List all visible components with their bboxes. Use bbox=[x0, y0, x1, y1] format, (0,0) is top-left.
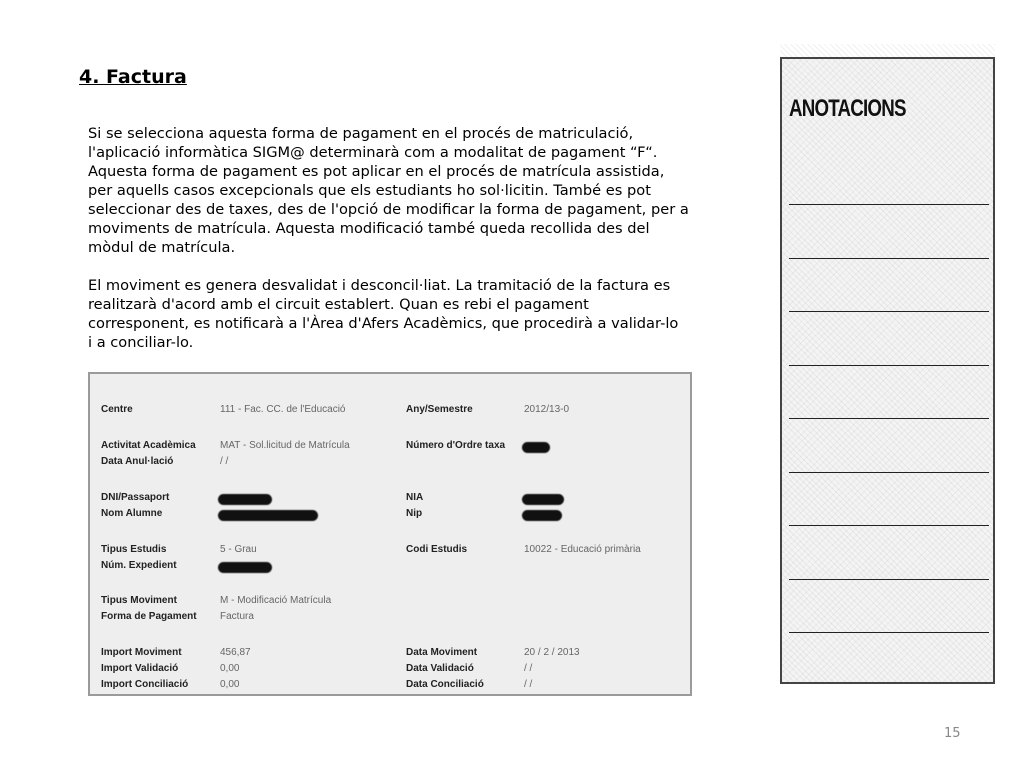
note-line bbox=[789, 525, 989, 526]
import-validacio-label: Import Validació bbox=[101, 663, 179, 674]
import-moviment-label: Import Moviment bbox=[101, 647, 182, 658]
nom-alumne-label: Nom Alumne bbox=[101, 508, 163, 519]
text-line: El moviment es genera desvalidat i desconcil·liat. La tramitació de la factura es bbox=[88, 277, 671, 294]
group-alumne bbox=[90, 492, 690, 524]
text-line: Aquesta forma de pagament es pot aplicar en el procés de matrícula assistida, bbox=[88, 163, 665, 180]
data-moviment-label: Data Moviment bbox=[406, 647, 478, 658]
codi-estudis-label: Codi Estudis bbox=[406, 544, 468, 555]
redacted-nip bbox=[522, 510, 562, 521]
group-centre bbox=[90, 404, 690, 420]
any-semestre-value: 2012/13-0 bbox=[524, 404, 570, 415]
num-expedient-label: Núm. Expedient bbox=[101, 560, 177, 571]
text-line: mòdul de matrícula. bbox=[88, 239, 236, 256]
numero-ordre-label: Número d'Ordre taxa bbox=[406, 440, 506, 451]
nip-label: Nip bbox=[406, 508, 423, 519]
form-row bbox=[90, 663, 690, 679]
note-line bbox=[789, 472, 989, 473]
data-moviment-value: 20 / 2 / 2013 bbox=[524, 647, 580, 658]
paragraph-2 bbox=[88, 276, 748, 352]
page-number: 15 bbox=[944, 726, 961, 741]
form-row bbox=[90, 679, 690, 695]
form-row bbox=[90, 611, 690, 627]
notes-panel-top-texture bbox=[780, 44, 995, 57]
tipus-estudis-value: 5 - Grau bbox=[220, 544, 257, 555]
note-line bbox=[789, 418, 989, 419]
form-row bbox=[90, 595, 690, 611]
activitat-label: Activitat Acadèmica bbox=[101, 440, 196, 451]
data-anullacio-label: Data Anul·lació bbox=[101, 456, 174, 467]
note-line bbox=[789, 311, 989, 312]
import-conciliacio-label: Import Conciliació bbox=[101, 679, 189, 690]
form-row bbox=[90, 647, 690, 663]
any-semestre-label: Any/Semestre bbox=[406, 404, 473, 415]
embedded-screenshot bbox=[88, 372, 692, 696]
group-imports bbox=[90, 647, 690, 695]
text-line: moviments de matrícula. Aquesta modificació també queda recollida des del bbox=[88, 220, 650, 237]
section-title: 4. Factura bbox=[79, 66, 187, 88]
dni-label: DNI/Passaport bbox=[101, 492, 170, 503]
import-validacio-value: 0,00 bbox=[220, 663, 240, 674]
forma-pagament-label: Forma de Pagament bbox=[101, 611, 197, 622]
data-conciliacio-value: / / bbox=[524, 679, 533, 690]
data-validacio-label: Data Validació bbox=[406, 663, 474, 674]
group-estudis bbox=[90, 544, 690, 576]
redacted-nom-alumne bbox=[218, 510, 318, 521]
data-anullacio-value: / / bbox=[220, 456, 229, 467]
nia-label: NIA bbox=[406, 492, 424, 503]
paragraph-1 bbox=[88, 124, 748, 257]
notes-panel bbox=[780, 57, 995, 684]
notes-title: ANOTACIONS bbox=[789, 95, 906, 122]
text-line: realitzarà d'acord amb el circuit establert. Quan es rebi el pagament bbox=[88, 296, 589, 313]
codi-estudis-value: 10022 - Educació primària bbox=[524, 544, 641, 555]
centre-label: Centre bbox=[101, 404, 133, 415]
text-line: seleccionar des de taxes, des de l'opció de modificar la forma de pagament, per a bbox=[88, 201, 689, 218]
note-line bbox=[789, 258, 989, 259]
group-activitat bbox=[90, 440, 690, 472]
form-row bbox=[90, 508, 690, 524]
text-line: per aquells casos excepcionals que els estudiants ho sol·licitin. També es pot bbox=[88, 182, 651, 199]
note-line bbox=[789, 365, 989, 366]
form-row bbox=[90, 404, 690, 420]
form-row bbox=[90, 492, 690, 508]
form-row bbox=[90, 440, 690, 456]
redacted-num-expedient bbox=[218, 562, 272, 573]
note-line bbox=[789, 204, 989, 205]
redacted-nia bbox=[522, 494, 564, 505]
redacted-dni bbox=[218, 494, 272, 505]
activitat-value: MAT - Sol.licitud de Matrícula bbox=[220, 440, 350, 451]
note-line bbox=[789, 632, 989, 633]
text-line: corresponent, es notificarà a l'Àrea d'Afers Acadèmics, que procedirà a validar-lo bbox=[88, 315, 679, 332]
tipus-moviment-label: Tipus Moviment bbox=[101, 595, 177, 606]
import-conciliacio-value: 0,00 bbox=[220, 679, 240, 690]
tipus-estudis-label: Tipus Estudis bbox=[101, 544, 167, 555]
redacted-numero-ordre bbox=[522, 442, 550, 453]
note-line bbox=[789, 579, 989, 580]
data-conciliacio-label: Data Conciliació bbox=[406, 679, 484, 690]
form-row bbox=[90, 544, 690, 560]
tipus-moviment-value: M - Modificació Matrícula bbox=[220, 595, 332, 606]
text-line: i a conciliar-lo. bbox=[88, 334, 194, 351]
centre-value: 111 - Fac. CC. de l'Educació bbox=[220, 404, 346, 415]
form-row bbox=[90, 560, 690, 576]
text-line: l'aplicació informàtica SIGM@ determinarà com a modalitat de pagament “F“. bbox=[88, 144, 658, 161]
form-row bbox=[90, 456, 690, 472]
data-validacio-value: / / bbox=[524, 663, 533, 674]
body-text bbox=[88, 124, 748, 352]
text-line: Si se selecciona aquesta forma de pagament en el procés de matriculació, bbox=[88, 125, 634, 142]
import-moviment-value: 456,87 bbox=[220, 647, 251, 658]
group-moviment bbox=[90, 595, 690, 627]
forma-pagament-value: Factura bbox=[220, 611, 254, 622]
